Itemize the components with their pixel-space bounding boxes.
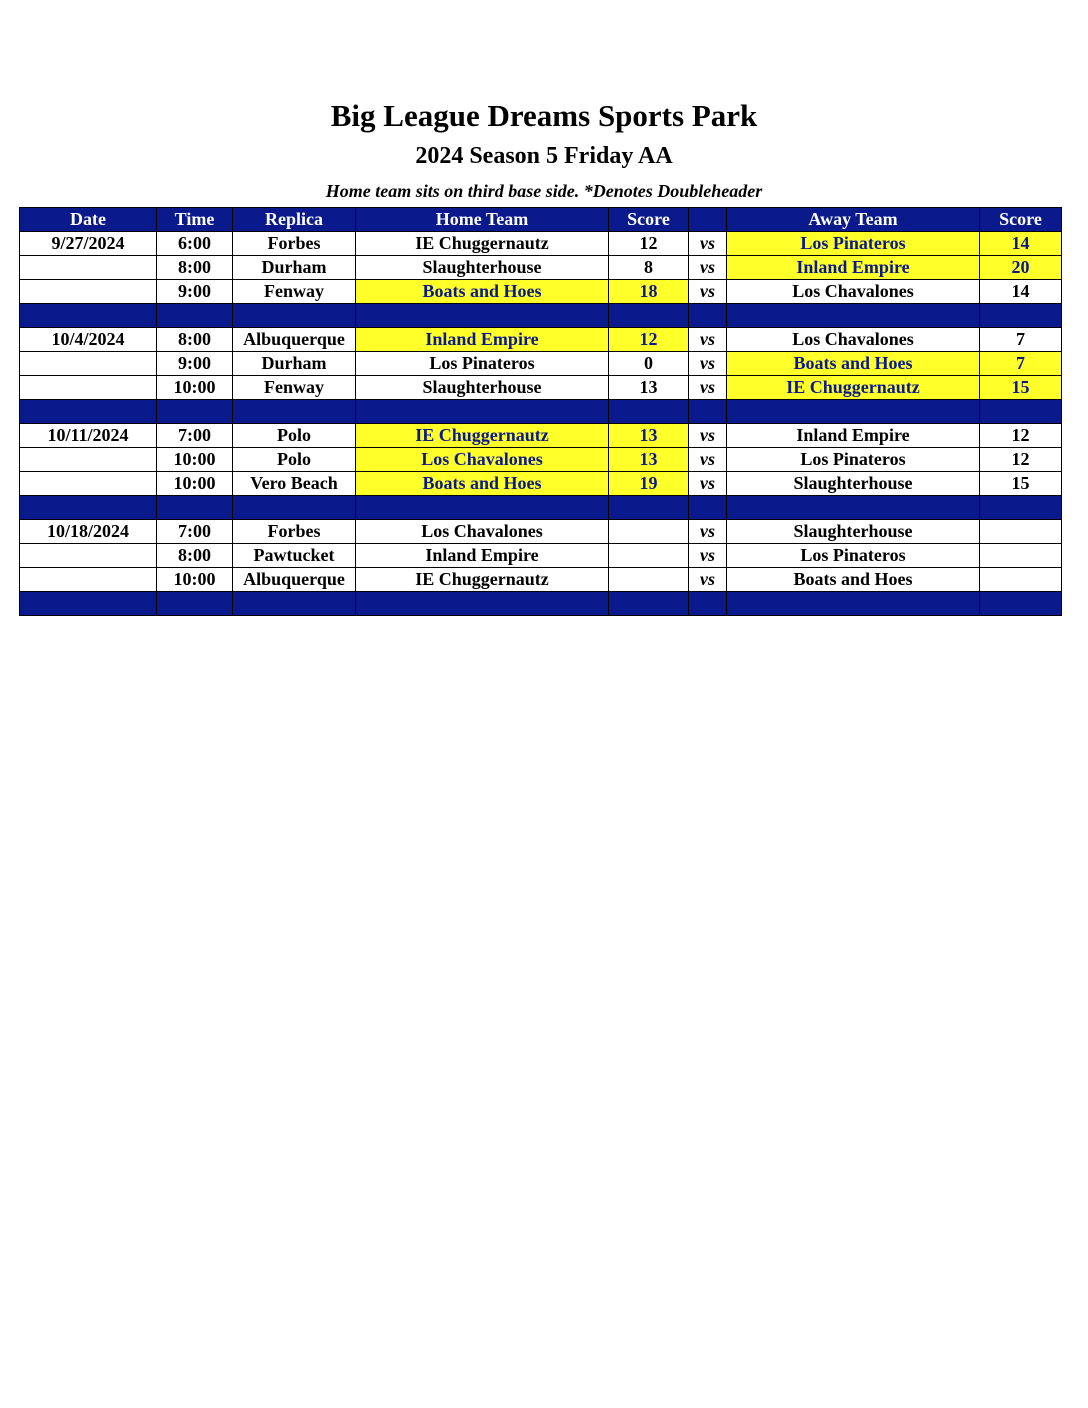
separator-cell	[980, 304, 1062, 328]
vs-label: vs	[689, 424, 727, 448]
separator-cell	[609, 304, 689, 328]
week-separator-row	[20, 592, 1062, 616]
col-header-home-score: Score	[609, 208, 689, 232]
game-date: 9/27/2024	[20, 232, 157, 256]
game-row	[20, 448, 1062, 472]
home-team: IE Chuggernautz	[356, 424, 609, 448]
page-title: Big League Dreams Sports Park	[330, 98, 758, 133]
game-row	[20, 520, 1062, 544]
game-time: 7:00	[157, 424, 233, 448]
separator-cell	[689, 304, 727, 328]
vs-label: vs	[689, 376, 727, 400]
away-score	[980, 568, 1062, 592]
home-team: Los Chavalones	[356, 520, 609, 544]
game-date	[20, 256, 157, 280]
col-header-replica: Replica	[233, 208, 356, 232]
home-score: 8	[609, 256, 689, 280]
game-replica: Vero Beach	[233, 472, 356, 496]
home-team: Inland Empire	[356, 328, 609, 352]
game-time: 8:00	[157, 328, 233, 352]
game-time: 10:00	[157, 376, 233, 400]
home-score	[609, 520, 689, 544]
away-score	[980, 520, 1062, 544]
separator-cell	[727, 400, 980, 424]
away-team: Boats and Hoes	[727, 568, 980, 592]
separator-cell	[157, 496, 233, 520]
game-time: 9:00	[157, 280, 233, 304]
home-team: Slaughterhouse	[356, 256, 609, 280]
separator-cell	[356, 592, 609, 616]
separator-cell	[20, 592, 157, 616]
game-date: 10/11/2024	[20, 424, 157, 448]
separator-cell	[20, 304, 157, 328]
game-date	[20, 376, 157, 400]
home-team: Boats and Hoes	[356, 280, 609, 304]
game-replica: Durham	[233, 352, 356, 376]
separator-cell	[727, 592, 980, 616]
col-header-away-score: Score	[980, 208, 1062, 232]
col-header-vs	[689, 208, 727, 232]
vs-label: vs	[689, 448, 727, 472]
away-score: 7	[980, 352, 1062, 376]
separator-cell	[356, 400, 609, 424]
home-score: 12	[609, 232, 689, 256]
game-replica: Fenway	[233, 280, 356, 304]
away-team: Los Pinateros	[727, 448, 980, 472]
home-score: 13	[609, 376, 689, 400]
game-date: 10/4/2024	[20, 328, 157, 352]
game-date	[20, 448, 157, 472]
week-separator-row	[20, 304, 1062, 328]
home-score: 13	[609, 424, 689, 448]
game-row	[20, 328, 1062, 352]
away-team: Los Pinateros	[727, 232, 980, 256]
vs-label: vs	[689, 520, 727, 544]
home-score: 0	[609, 352, 689, 376]
home-score: 12	[609, 328, 689, 352]
col-header-time: Time	[157, 208, 233, 232]
home-team: IE Chuggernautz	[356, 568, 609, 592]
vs-label: vs	[689, 280, 727, 304]
away-team: Slaughterhouse	[727, 472, 980, 496]
separator-cell	[157, 592, 233, 616]
away-team: Slaughterhouse	[727, 520, 980, 544]
week-separator-row	[20, 400, 1062, 424]
vs-label: vs	[689, 352, 727, 376]
game-date: 10/18/2024	[20, 520, 157, 544]
vs-label: vs	[689, 568, 727, 592]
separator-cell	[233, 496, 356, 520]
away-team: Los Chavalones	[727, 328, 980, 352]
game-replica: Fenway	[233, 376, 356, 400]
game-time: 9:00	[157, 352, 233, 376]
col-header-away-team: Away Team	[727, 208, 980, 232]
away-score: 15	[980, 376, 1062, 400]
separator-cell	[980, 400, 1062, 424]
game-time: 8:00	[157, 256, 233, 280]
vs-label: vs	[689, 328, 727, 352]
col-header-date: Date	[20, 208, 157, 232]
separator-cell	[609, 496, 689, 520]
game-time: 8:00	[157, 544, 233, 568]
vs-label: vs	[689, 256, 727, 280]
game-replica: Polo	[233, 424, 356, 448]
away-score: 15	[980, 472, 1062, 496]
away-team: IE Chuggernautz	[727, 376, 980, 400]
home-score: 13	[609, 448, 689, 472]
game-date	[20, 544, 157, 568]
separator-cell	[233, 304, 356, 328]
game-replica: Durham	[233, 256, 356, 280]
separator-cell	[689, 496, 727, 520]
separator-cell	[980, 592, 1062, 616]
game-replica: Pawtucket	[233, 544, 356, 568]
game-date	[20, 472, 157, 496]
vs-label: vs	[689, 472, 727, 496]
away-score: 20	[980, 256, 1062, 280]
game-replica: Polo	[233, 448, 356, 472]
separator-cell	[233, 592, 356, 616]
game-replica: Forbes	[233, 232, 356, 256]
away-team: Los Pinateros	[727, 544, 980, 568]
home-team: Los Pinateros	[356, 352, 609, 376]
col-header-home-team: Home Team	[356, 208, 609, 232]
separator-cell	[356, 496, 609, 520]
away-score	[980, 544, 1062, 568]
separator-cell	[689, 592, 727, 616]
game-row	[20, 256, 1062, 280]
schedule-body	[20, 232, 1062, 616]
home-team: Los Chavalones	[356, 448, 609, 472]
away-score: 12	[980, 424, 1062, 448]
schedule-table	[19, 207, 1062, 616]
separator-cell	[727, 304, 980, 328]
separator-cell	[157, 400, 233, 424]
separator-cell	[727, 496, 980, 520]
home-score: 19	[609, 472, 689, 496]
away-team: Los Chavalones	[727, 280, 980, 304]
away-team: Boats and Hoes	[727, 352, 980, 376]
game-row	[20, 424, 1062, 448]
week-separator-row	[20, 496, 1062, 520]
game-time: 10:00	[157, 568, 233, 592]
separator-cell	[20, 400, 157, 424]
separator-cell	[157, 304, 233, 328]
separator-cell	[20, 496, 157, 520]
separator-cell	[689, 400, 727, 424]
away-team: Inland Empire	[727, 424, 980, 448]
game-date	[20, 352, 157, 376]
home-score	[609, 544, 689, 568]
game-replica: Albuquerque	[233, 328, 356, 352]
home-team: Boats and Hoes	[356, 472, 609, 496]
away-score: 14	[980, 280, 1062, 304]
vs-label: vs	[689, 232, 727, 256]
game-replica: Albuquerque	[233, 568, 356, 592]
separator-cell	[609, 592, 689, 616]
separator-cell	[980, 496, 1062, 520]
game-row	[20, 232, 1062, 256]
home-team: IE Chuggernautz	[356, 232, 609, 256]
game-row	[20, 280, 1062, 304]
header-row	[20, 208, 1062, 232]
separator-cell	[356, 304, 609, 328]
home-team: Slaughterhouse	[356, 376, 609, 400]
game-replica: Forbes	[233, 520, 356, 544]
game-date	[20, 568, 157, 592]
game-row	[20, 376, 1062, 400]
game-time: 10:00	[157, 472, 233, 496]
game-date	[20, 280, 157, 304]
separator-cell	[233, 400, 356, 424]
separator-cell	[609, 400, 689, 424]
away-score: 12	[980, 448, 1062, 472]
game-time: 6:00	[157, 232, 233, 256]
game-time: 10:00	[157, 448, 233, 472]
page-subtitle: 2024 Season 5 Friday AA	[415, 143, 673, 169]
game-row	[20, 568, 1062, 592]
home-score: 18	[609, 280, 689, 304]
game-time: 7:00	[157, 520, 233, 544]
home-team: Inland Empire	[356, 544, 609, 568]
home-score	[609, 568, 689, 592]
doubleheader-note: Home team sits on third base side. *Denotes Doubleheader	[325, 181, 763, 201]
away-score: 14	[980, 232, 1062, 256]
game-row	[20, 544, 1062, 568]
vs-label: vs	[689, 544, 727, 568]
away-score: 7	[980, 328, 1062, 352]
away-team: Inland Empire	[727, 256, 980, 280]
game-row	[20, 472, 1062, 496]
game-row	[20, 352, 1062, 376]
